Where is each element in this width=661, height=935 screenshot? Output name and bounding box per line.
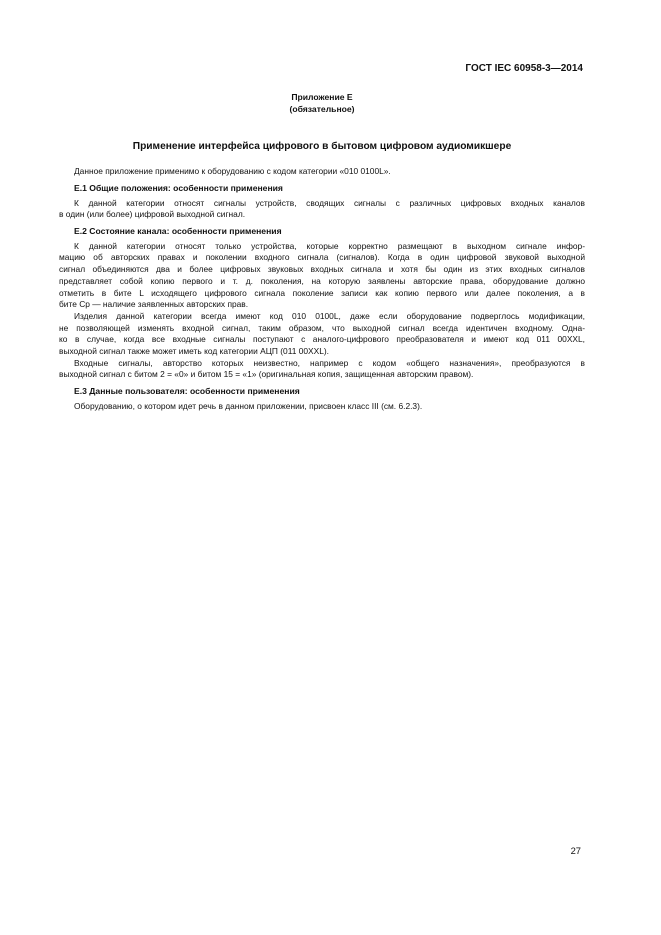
text-line: сигнал объединяются два и более цифровых звуковых входных сигнала и хотя бы один из этих входных сигналов: [59, 264, 585, 275]
paragraph: [59, 198, 585, 221]
section-heading-e2: Е.2 Состояние канала: особенности применения: [74, 226, 282, 236]
text-line: К данной категории относят сигналы устройств, сводящих сигналы с различных цифровых входных каналов: [74, 197, 585, 208]
text-line: Входные сигналы, авторство которых неизвестно, например с кодом «общего назначения», преобразуются в: [74, 357, 585, 368]
paragraph: [59, 311, 585, 358]
text-line: выходной сигнал также может иметь код категории АЦП (011 00XXL).: [59, 346, 329, 357]
text-line: в один (или более) цифровой выходной сигнал.: [59, 209, 246, 220]
page-content: [59, 92, 585, 413]
appendix-label: Приложение Е: [291, 92, 353, 102]
text-line: ко в случае, когда все входные сигналы поступают с аналого-цифрового преобразователя и имеют код 011 00XXL,: [59, 334, 585, 345]
paragraph: [59, 358, 585, 381]
paragraph: [59, 401, 585, 413]
appendix-title: Применение интерфейса цифрового в бытовом цифровом аудиомикшере: [132, 141, 512, 153]
text-line: К данной категории относят только устройства, которые корректно размещают в выходном сигнале инфор-: [74, 240, 585, 251]
paragraph: [59, 241, 585, 311]
text-line: бите Ср — наличие заявленных авторских прав.: [59, 299, 249, 310]
text-line: представляет собой копию первого и т. д. поколения, на которую заявлены авторские права, оборудование должно: [59, 275, 585, 286]
appendix-status: (обязательное): [289, 103, 355, 114]
text-line: отметить в бите L исходящего цифрового сигнала поколение записи как копию первого или далее поколения, а в: [59, 287, 585, 298]
page-number: 27: [570, 845, 581, 856]
text-line: Оборудованию, о котором идет речь в данном приложении, присвоен класс III (см. 6.2.3).: [74, 400, 423, 411]
document-code: ГОСТ IEC 60958-3—2014: [465, 63, 583, 74]
text-line: Изделия данной категории всегда имеют код 010 0100L, даже если оборудование подверглось модификации,: [74, 310, 585, 321]
text-line: мацию об авторских правах и поколении входного сигнала (сигналов). Когда в один цифровой звуковой выходной: [59, 252, 585, 263]
appendix-header: [59, 92, 585, 115]
section-heading-e1: Е.1 Общие положения: особенности применения: [74, 182, 283, 193]
text-line: не позволяющей изменять входной сигнал, таким образом, что выходной сигнал всегда идентичен входному. Одна-: [59, 322, 585, 333]
text-line: выходной сигнал с битом 2 = «0» и битом 15 = «1» (оригинальная копия, защищенная авторским правом).: [59, 369, 474, 380]
section-heading-e3: Е.3 Данные пользователя: особенности применения: [74, 386, 300, 397]
intro-paragraph: Данное приложение применимо к оборудованию с кодом категории «010 0100L».: [74, 166, 391, 177]
